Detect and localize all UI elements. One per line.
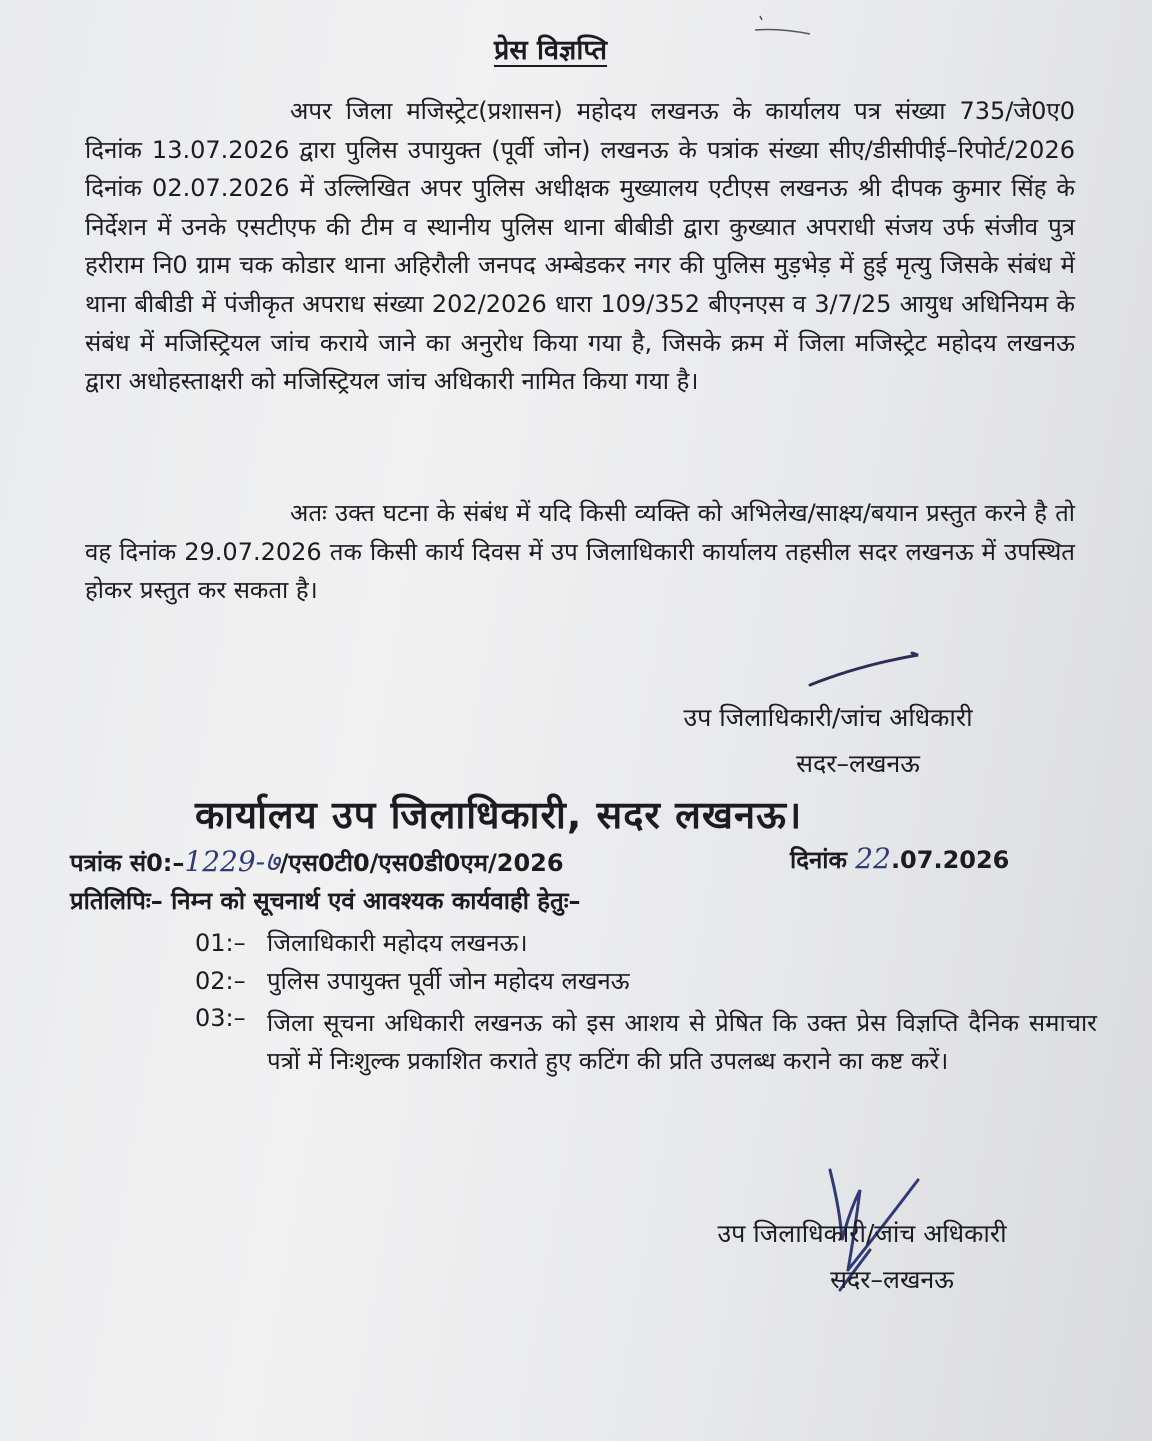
reference-suffix: /एस0टी0/एस0डी0एम/2026 <box>279 849 564 877</box>
handwritten-number: 1229-७ <box>184 845 280 878</box>
date-rest: .07.2026 <box>890 846 1010 874</box>
office-heading: कार्यालय उप जिलाधिकारी, सदर लखनऊ। <box>195 793 803 837</box>
date-label: दिनांक <box>790 846 847 874</box>
cc-item <box>195 926 528 959</box>
paragraph-notice: अतः उक्त घटना के संबंध में यदि किसी व्यक्ति को अभिलेख/साक्ष्य/बयान प्रस्तुत करने है तो वह दिनांक 29.07.2026 तक किसी कार्य दिवस में उप जिलाधिकारी कार्यालय तहसील सदर लखनऊ में उपस्थित होकर प्रस्तुत कर सकता है। <box>85 499 1075 605</box>
signature-block-2 <box>632 1216 1092 1296</box>
cc-item-text: जिलाधिकारी महोदय लखनऊ। <box>267 929 528 957</box>
signature-block-1 <box>608 700 1048 780</box>
document-title: प्रेस विज्ञप्ति <box>494 35 608 66</box>
signature-stroke-icon <box>800 645 930 695</box>
signature-place: सदर–लखनऊ <box>830 1265 954 1294</box>
cc-item-number: 02:– <box>195 967 246 995</box>
reference-date <box>790 842 1009 876</box>
cc-item <box>195 964 630 997</box>
cc-heading: प्रतिलिपिः– निम्न को सूचनार्थ एवं आवश्यक कार्यवाही हेतुः– <box>70 887 581 915</box>
cc-item-text: जिला सूचना अधिकारी लखनऊ को इस आशय से प्रेषित कि उक्त प्रेस विज्ञप्ति दैनिक समाचार पत्रों में निःशुल्क प्रकाशित कराते हुए कटिंग की प्रति उपलब्ध कराने का कष्ट करें। <box>267 1009 1097 1075</box>
cc-item <box>195 1004 267 1032</box>
cc-item-text: पुलिस उपायुक्त पूर्वी जोन महोदय लखनऊ <box>267 967 630 995</box>
signature-designation: उप जिलाधिकारी/जांच अधिकारी <box>683 703 973 732</box>
signature-place: सदर–लखनऊ <box>796 749 920 778</box>
handwritten-day: 22 <box>855 842 891 875</box>
reference-prefix: पत्रांक सं0:– <box>70 849 185 877</box>
signature-designation: उप जिलाधिकारी/जांच अधिकारी <box>717 1219 1007 1248</box>
reference-number <box>70 842 564 880</box>
paragraph-main: अपर जिला मजिस्ट्रेट(प्रशासन) महोदय लखनऊ के कार्यालय पत्र संख्या 735/जे0ए0 दिनांक 13.07.2026 द्वारा पुलिस उपायुक्त (पूर्वी जोन) लखनऊ के पत्रांक संख्या सीए/डीसीपीई–रिपोर्ट/2026 दिनांक 02.07.2026 में उल्लिखित अपर पुलिस अधीक्षक मुख्यालय एटीएस लखनऊ श्री दीपक कुमार सिंह के निर्देशन में उनके एसटीएफ की टीम व स्थानीय पुलिस थाना बीबीडी द्वारा कुख्यात अपराधी संजय उर्फ संजीव पुत्र हरीराम नि0 ग्राम चक कोडार थाना अहिरौली जनपद अम्बेडकर नगर की पुलिस मुड़भेड़ में हुई मृत्यु जिसके संबंध में थाना बीबीडी में पंजीकृत अपराध संख्या 202/2026 धारा 109/352 बीएनएस व 3/7/25 आयुध अधिनियम के संबंध में मजिस्ट्रियल जांच कराये जाने का अनुरोध किया गया है, जिसके क्रम में जिला मजिस्ट्रेट महोदय लखनऊ द्वारा अधोहस्ताक्षरी को मजिस्ट्रियल जांच अधिकारी नामित किया गया है। <box>85 97 1075 396</box>
pen-mark-icon <box>750 10 820 40</box>
cc-item-number: 03:– <box>195 1004 246 1032</box>
cc-item-number: 01:– <box>195 929 246 957</box>
